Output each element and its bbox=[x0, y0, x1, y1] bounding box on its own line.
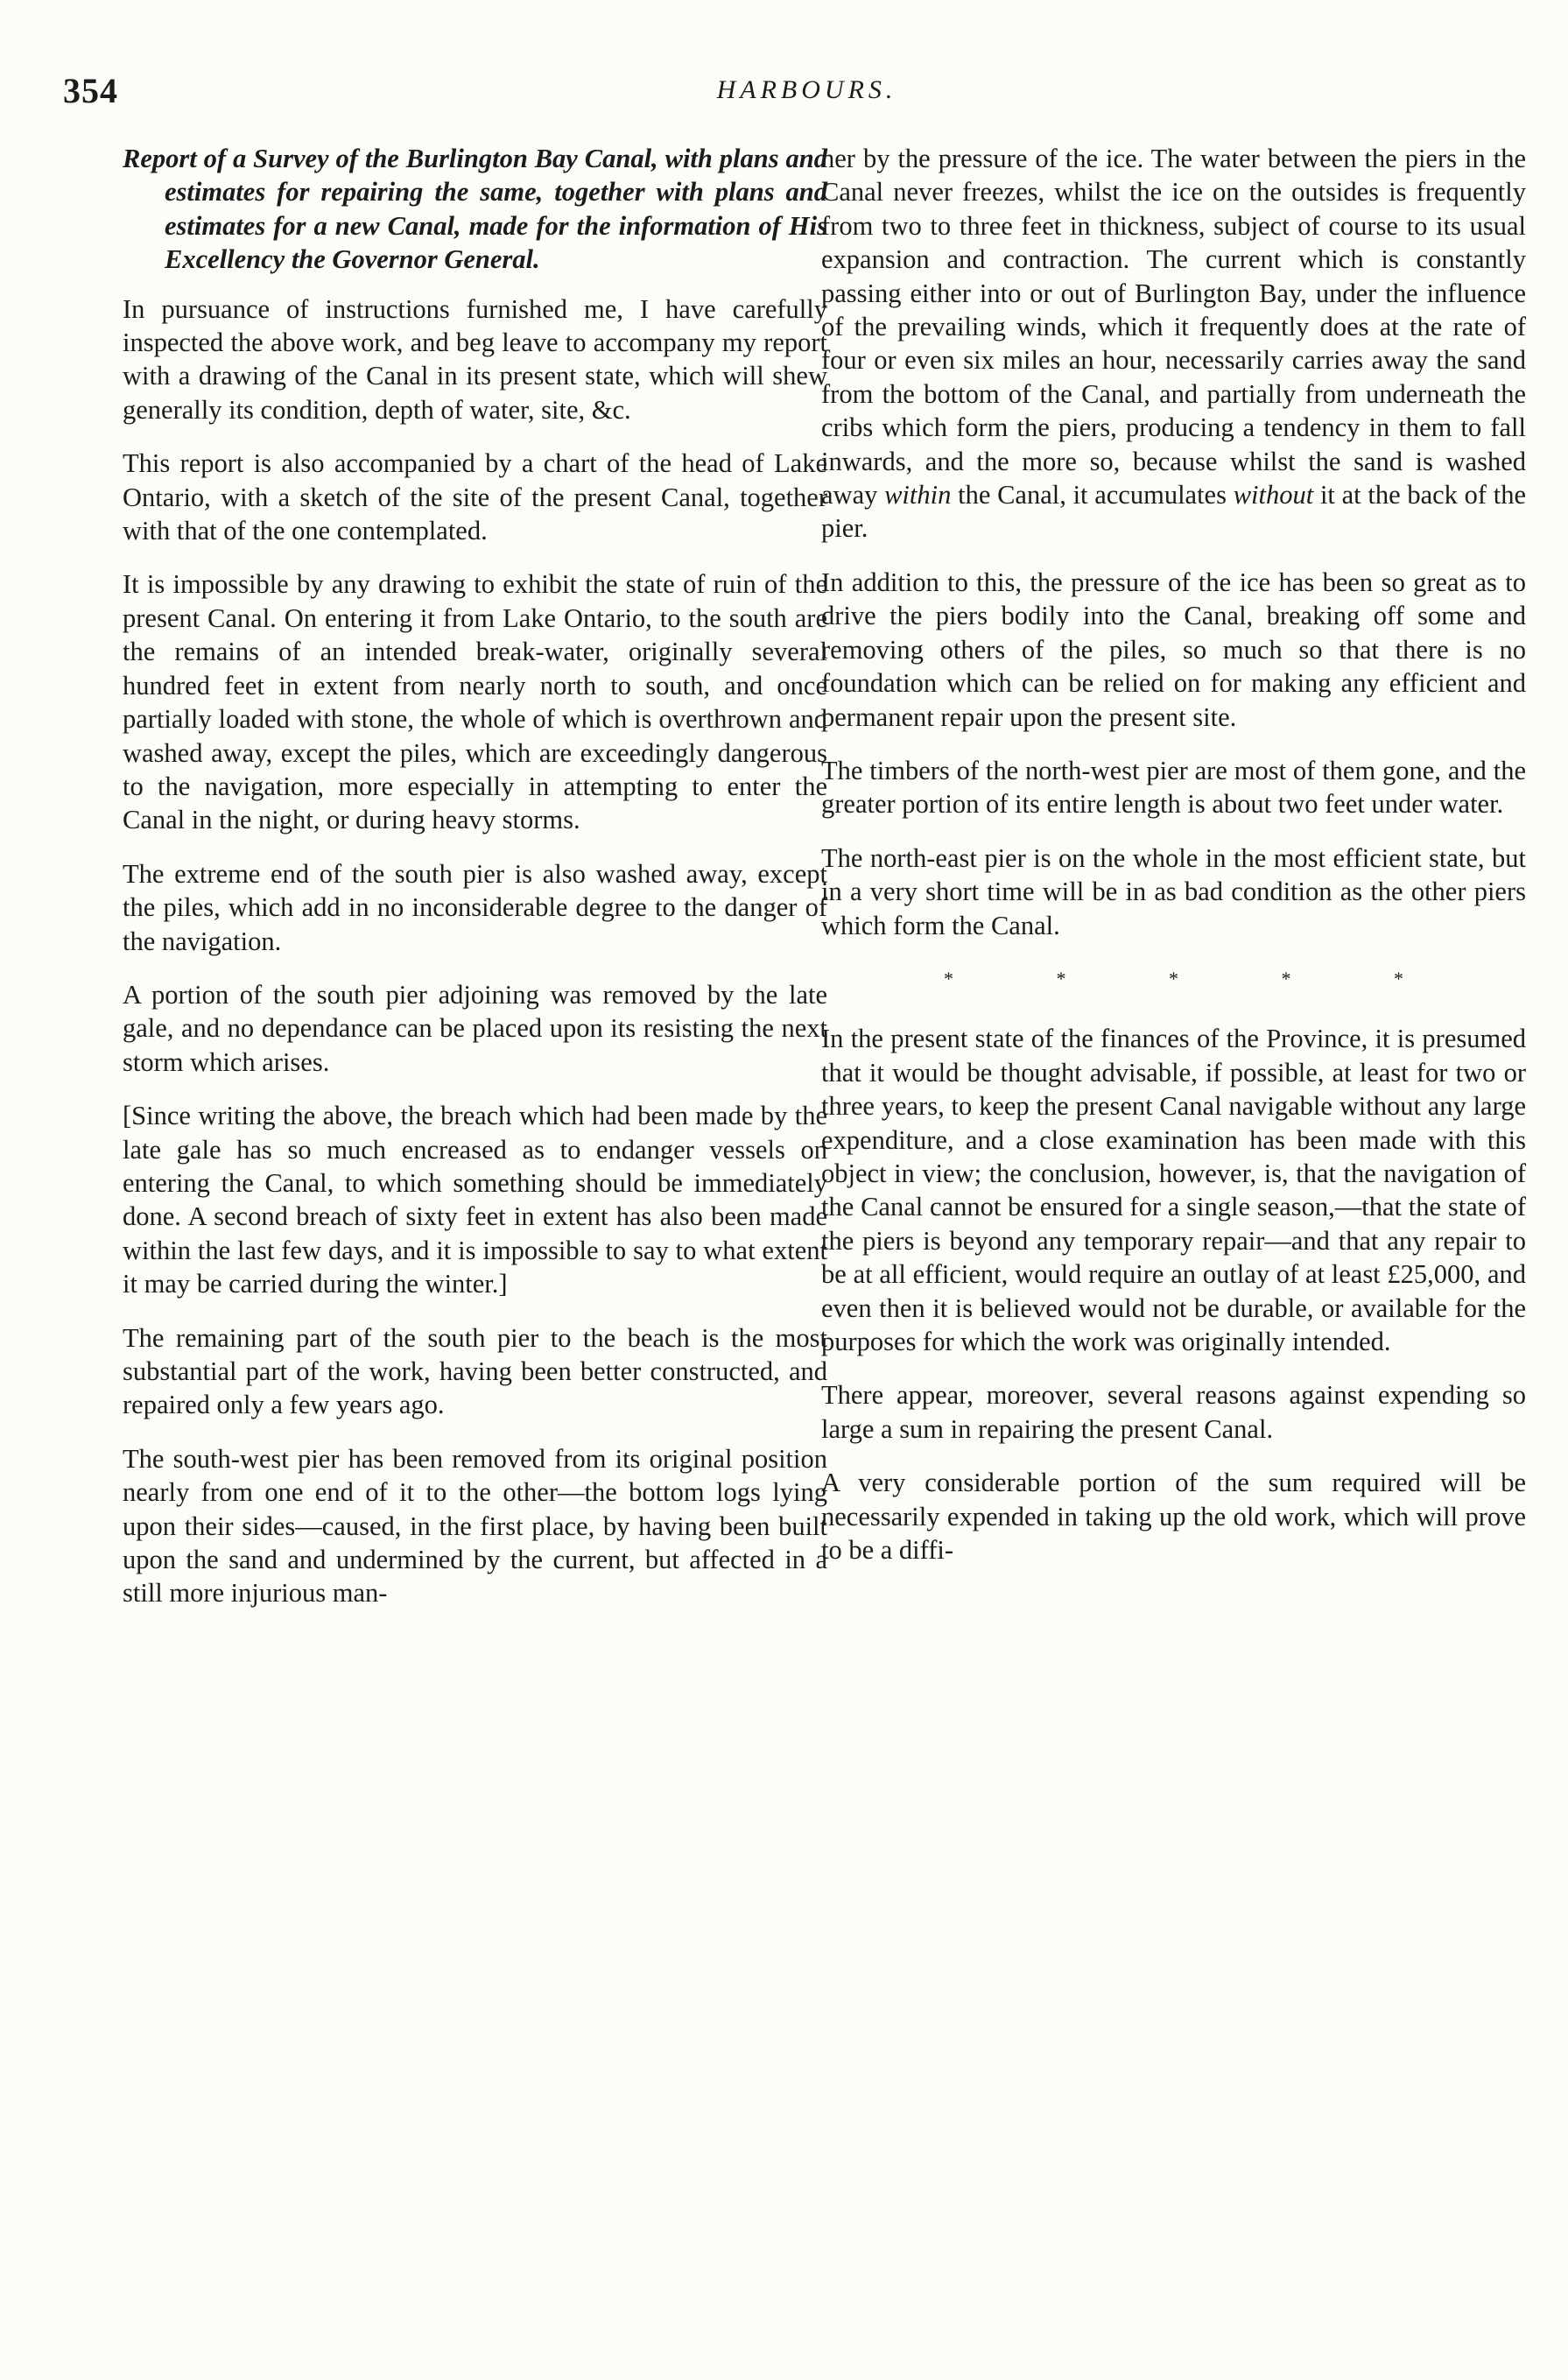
right-column bbox=[821, 142, 1526, 1587]
paragraph: This report is also accompanied by a chart of the head of Lake Ontario, with a sketch of the site of the present Canal, together with that of the one contemplated. bbox=[123, 448, 827, 546]
left-column bbox=[123, 142, 827, 1630]
emphasis-within: within bbox=[884, 480, 952, 511]
paragraph: A portion of the south pier adjoining was removed by the late gale, and no dependance can be placed upon its resisting the next storm which arises. bbox=[123, 979, 827, 1077]
paragraph-text: it at the back of the pier. bbox=[821, 480, 1527, 544]
section-separator: * * * * * bbox=[944, 967, 1452, 989]
paragraph: The north-east pier is on the whole in the most efficient state, but in a very short time will be in as bad condition as the other piers which form the Canal. bbox=[821, 842, 1526, 940]
emphasis-without: without bbox=[1233, 480, 1314, 511]
paragraph-text: the Canal, it accumulates bbox=[958, 480, 1227, 511]
paragraph: In addition to this, the pressure of the ice has been so great as to drive the piers bodily into the Canal, breaking off some and removing others of the piles, so much so that there is no foundation which can be relied on for making any efficient and permanent repair upon the present site. bbox=[821, 567, 1526, 732]
paragraph: The extreme end of the south pier is also washed away, except the piles, which add in no inconsiderable degree to the danger of the navigation. bbox=[123, 858, 827, 956]
paragraph-text: ner by the pressure of the ice. The water between the piers in the Canal never freezes, whilst the ice on the outsides is frequently from two to three feet in thickness, subject of course to its usual expansion and contraction. The current which is constantly passing either into or out of Burlington Bay, under the influence of the prevailing winds, which it frequently does at the rate of four or even six miles an hour, necessarily carries away the sand from the bottom of the Canal, and partially from underneath the cribs which form the piers, producing a tendency in them to fall inwards, and the more so, because whilst the sand is washed away bbox=[821, 144, 1526, 511]
paragraph: In pursuance of instructions furnished me, I have carefully inspected the above work, and beg leave to accompany my report with a drawing of the Canal in its present state, which will shew generally its condition, depth of water, site, &c. bbox=[123, 293, 827, 425]
paragraph: A very considerable portion of the sum required will be necessarily expended in taking up the old work, which will prove to be a diffi- bbox=[821, 1468, 1526, 1566]
paragraph: [Since writing the above, the breach which had been made by the late gale has so much encreased as to endanger vessels on entering the Canal, to which something should be immediately done. A second breach of sixty feet in extent has also been made within the last few days, and it is impossible to say to what extent it may be carried during the winter.] bbox=[123, 1101, 827, 1299]
running-head: HARBOURS. bbox=[716, 75, 897, 104]
paragraph-continued bbox=[821, 142, 1526, 546]
paragraph: There appear, moreover, several reasons against expending so large a sum in repairing the present Canal. bbox=[821, 1380, 1526, 1444]
paragraph: The remaining part of the south pier to the beach is the most substantial part of the work, having been better constructed, and repaired only a few years ago. bbox=[123, 1322, 827, 1420]
page-header bbox=[63, 70, 1515, 123]
paragraph: In the present state of the finances of the Province, it is presumed that it would be thought advisable, if possible, at least for two or three years, to keep the present Canal navigable without any large expenditure, and a close examination has been made with this object in view; the conclusion, however, is, that the navigation of the Canal cannot be ensured for a single season,—that the state of the piers is beyond any temporary repair—and that any repair to be at all efficient, would require an outlay of at least £25,000, and even then it is believed would not be durable, or available for the purposes for which the work was originally intended. bbox=[821, 1024, 1526, 1356]
paragraph: It is impossible by any drawing to exhibit the state of ruin of the present Canal. On entering it from Lake Ontario, to the south are the remains of an intended break-water, originally several hundred feet in extent from nearly north to south, and once partially loaded with stone, the whole of which is overthrown and washed away, except the piles, which are exceedingly dangerous to the navigation, more especially in attempting to enter the Canal in the night, or during heavy storms. bbox=[123, 569, 827, 835]
report-title: Report of a Survey of the Burlington Bay Canal, with plans and estimates for repairing the same, together with plans and estimates for a new Canal, made for the information of His Excellency the Governor General. bbox=[123, 144, 827, 275]
page-number: 354 bbox=[63, 71, 118, 110]
paragraph: The south-west pier has been removed from its original position nearly from one end of it to the other—the bottom logs lying upon their sides—caused, in the first place, by having been built upon the sand and undermined by the current, but affected in a still more injurious man- bbox=[123, 1443, 827, 1609]
paragraph: The timbers of the north-west pier are most of them gone, and the greater portion of its entire length is about two feet under water. bbox=[821, 755, 1526, 820]
